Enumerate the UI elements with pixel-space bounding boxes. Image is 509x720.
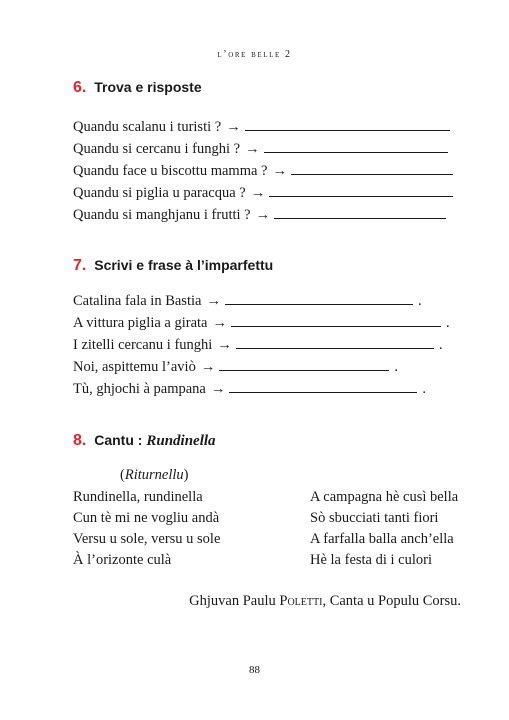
section-8-heading xyxy=(73,432,216,450)
trailing-period: . xyxy=(422,381,426,397)
section-title: Cantu : xyxy=(94,432,147,448)
arrow-icon: → xyxy=(212,315,227,331)
sentence-text: I zitelli cercanu i funghi xyxy=(73,337,213,353)
song-title: Rundinella xyxy=(146,433,216,449)
author-first-name: Ghjuvan Paulu xyxy=(189,593,276,609)
section-7-heading xyxy=(73,257,273,275)
sentence-text: Tù, ghjochi à pampana xyxy=(73,381,206,397)
section-6-heading xyxy=(73,79,202,97)
answer-blank[interactable] xyxy=(219,354,389,371)
verse-line: A campagna hè cusì bella xyxy=(310,489,459,505)
trailing-period: . xyxy=(446,315,450,331)
sentence-line xyxy=(73,310,450,332)
sentence-line xyxy=(73,354,450,376)
arrow-icon: → xyxy=(272,163,287,179)
trailing-period: . xyxy=(394,359,398,375)
question-line xyxy=(73,180,453,202)
answer-blank[interactable] xyxy=(264,136,448,153)
attribution-source: , Canta u Populu Corsu. xyxy=(322,593,461,609)
section-number: 7. xyxy=(73,257,87,274)
section-6-questions xyxy=(73,114,453,224)
question-text: Quandu scalanu i turisti ? xyxy=(73,119,222,135)
arrow-icon: → xyxy=(210,381,226,397)
running-head: l’ore belle 2 xyxy=(217,49,292,60)
section-title: Scrivi e frase à l’imparfettu xyxy=(94,257,274,273)
arrow-icon: → xyxy=(217,337,232,353)
verse-line: Rundinella, rundinella xyxy=(73,489,203,505)
song-left-column xyxy=(73,487,220,571)
answer-blank[interactable] xyxy=(225,288,413,305)
sentence-text: Noi, aspittemu l’aviò xyxy=(73,359,196,375)
question-line xyxy=(73,114,453,136)
verse-line: Cun tè mi ne vogliu andà xyxy=(73,510,220,526)
sentence-text: Catalina fala in Bastia xyxy=(73,293,202,309)
arrow-icon: → xyxy=(245,141,260,157)
verse-line: Sò sbucciati tanti fiori xyxy=(310,510,439,526)
section-number: 8. xyxy=(73,432,87,449)
answer-blank[interactable] xyxy=(269,180,453,197)
arrow-icon: → xyxy=(226,119,241,135)
question-text: Quandu si manghjanu i frutti ? xyxy=(73,207,251,223)
trailing-period: . xyxy=(417,293,422,309)
sentence-line xyxy=(73,288,450,310)
refrain-word: Riturnellu xyxy=(124,467,184,483)
song-attribution xyxy=(189,593,461,610)
question-line xyxy=(73,136,453,158)
page-number: 88 xyxy=(249,664,260,676)
verse-line: A farfalla balla anch’ella xyxy=(310,531,454,547)
answer-blank[interactable] xyxy=(231,310,441,327)
answer-blank[interactable] xyxy=(274,202,446,219)
answer-blank[interactable] xyxy=(291,158,453,175)
question-text: Quandu si cercanu i funghi ? xyxy=(73,141,241,157)
question-text: Quandu face u biscottu mamma ? xyxy=(73,163,268,179)
arrow-icon: → xyxy=(200,359,216,375)
refrain-label: (Riturnellu) xyxy=(120,467,189,483)
song-right-column xyxy=(310,487,458,571)
sentence-line xyxy=(73,376,450,398)
section-7-sentences xyxy=(73,288,450,398)
arrow-icon: → xyxy=(250,185,266,201)
section-title: Trova e risposte xyxy=(94,79,202,95)
answer-blank[interactable] xyxy=(245,114,450,131)
trailing-period: . xyxy=(438,337,443,353)
arrow-icon: → xyxy=(206,293,221,309)
verse-line: Hè la festa di i culori xyxy=(310,552,432,568)
author-last-name: Poletti xyxy=(279,593,323,609)
verse-line: Versu u sole, versu u sole xyxy=(73,531,221,547)
question-line xyxy=(73,202,453,224)
question-text: Quandu si piglia u paracqua ? xyxy=(73,185,246,201)
section-number: 6. xyxy=(73,79,87,96)
verse-line: À l’orizonte culà xyxy=(73,552,172,568)
answer-blank[interactable] xyxy=(236,332,434,349)
arrow-icon: → xyxy=(255,207,271,223)
answer-blank[interactable] xyxy=(229,376,417,393)
question-line xyxy=(73,158,453,180)
sentence-line xyxy=(73,332,450,354)
sentence-text: A vittura piglia a girata xyxy=(73,315,208,331)
